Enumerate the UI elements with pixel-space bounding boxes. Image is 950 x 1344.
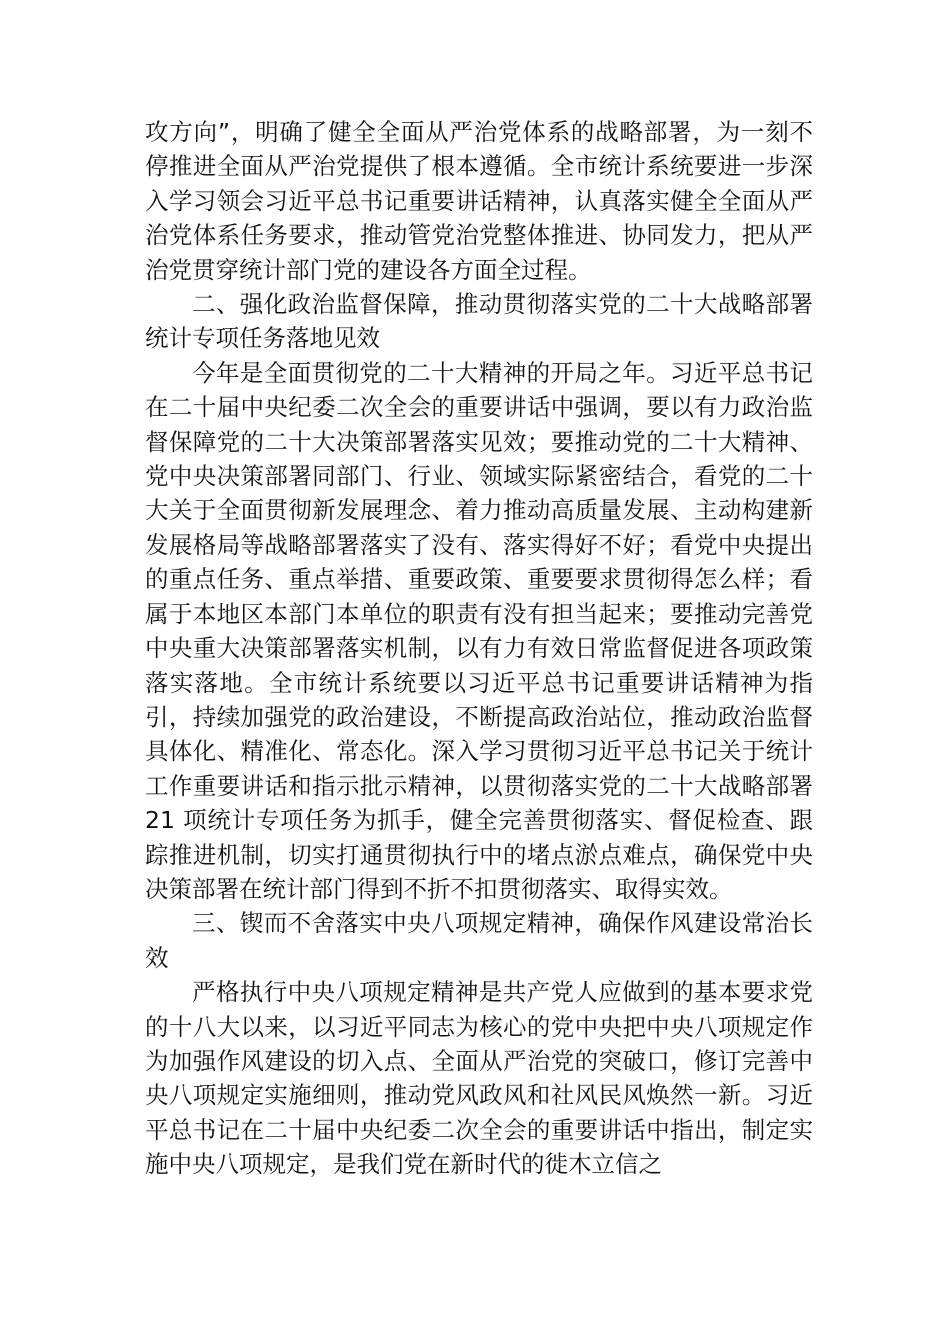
section-heading-3: 三、锲而不舍落实中央八项规定精神，确保作风建设常治长效 xyxy=(145,909,813,972)
body-paragraph-section-3: 严格执行中央八项规定精神是共产党人应做到的基本要求党的十八大以来，以习近平同志为核心的党中央把中央八项规定作为加强作风建设的切入点、全面从严治党的突破口，修订完善中央八项规定实施细则，推动党风政风和社风民风焕然一新。习近平总书记在二十届中央纪委二次全会的重要讲话中指出，制定实施中央八项规定，是我们党在新时代的徙木立信之 xyxy=(145,978,813,1179)
section-heading-2: 二、强化政治监督保障，推动贯彻落实党的二十大战略部署统计专项任务落地见效 xyxy=(145,290,813,353)
body-paragraph-continuation: 攻方向”，明确了健全全面从严治党体系的战略部署，为一刻不停推进全面从严治党提供了根本遵循。全市统计系统要进一步深入学习领会习近平总书记重要讲话精神，认真落实健全全面从严治党体系任务要求，推动管党治党整体推进、协同发力，把从严治党贯穿统计部门党的建设各方面全过程。 xyxy=(145,118,813,284)
body-paragraph-section-2: 今年是全面贯彻党的二十大精神的开局之年。习近平总书记在二十届中央纪委二次全会的重要讲话中强调，要以有力政治监督保障党的二十大决策部署落实见效；要推动党的二十大精神、党中央决策部署同部门、行业、领域实际紧密结合，看党的二十大关于全面贯彻新发展理念、着力推动高质量发展、主动构建新发展格局等战略部署落实了没有、落实得好不好；看党中央提出的重点任务、重点举措、重要政策、重要要求贯彻得怎么样；看属于本地区本部门本单位的职责有没有担当起来；要推动完善党中央重大决策部署落实机制，以有力有效日常监督促进各项政策落实落地。全市统计系统要以习近平总书记重要讲话精神为指引，持续加强党的政治建设，不断提高政治站位，推动政治监督具体化、精准化、常态化。深入学习贯彻习近平总书记关于统计工作重要讲话和指示批示精神，以贯彻落实党的二十大战略部署 21 项统计专项任务为抓手，健全完善贯彻落实、督促检查、跟踪推进机制，切实打通贯彻执行中的堵点淤点难点，确保党中央决策部署在统计部门得到不折不扣贯彻落实、取得实效。 xyxy=(145,358,813,903)
document-body xyxy=(145,115,813,1182)
